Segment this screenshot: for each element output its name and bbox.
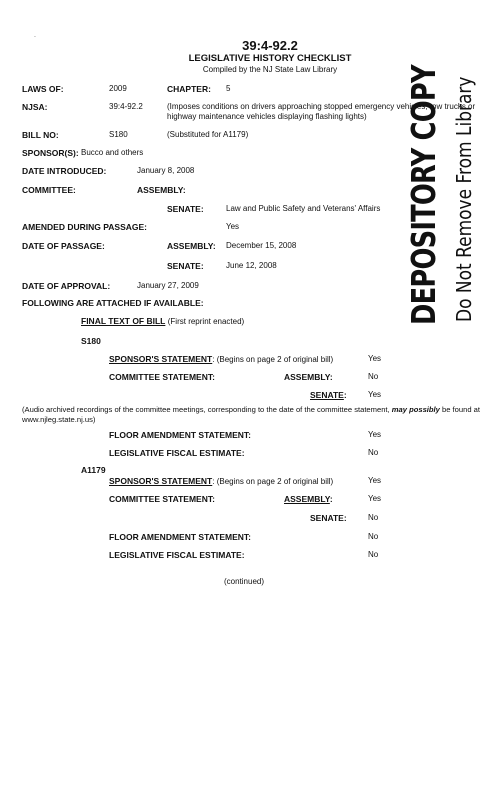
njsa-description: (Imposes conditions on drivers approaching stopped emergency vehicles, tow trucks or highway maintenance vehicles displaying flashing lights) [167,102,476,121]
s180-senate-label-line [310,390,347,400]
njsa-label: NJSA: [22,102,48,112]
date-of-approval-label: DATE OF APPROVAL: [22,281,111,291]
s180-floor-amendment-value: Yes [368,430,382,439]
bill-value: S180 [109,130,128,139]
s180-fiscal-estimate-label: LEGISLATIVE FISCAL ESTIMATE: [109,448,245,458]
s180-floor-amendment-label: FLOOR AMENDMENT STATEMENT: [109,430,251,440]
date-introduced-value: January 8, 2008 [137,166,195,175]
a1179-sponsor-statement-label: SPONSOR'S STATEMENT [109,476,213,486]
amended-value: Yes [226,222,240,231]
a1179-committee-statement-label: COMMITTEE STATEMENT: [109,494,215,504]
njsa-value: 39:4-92.2 [109,102,143,111]
final-text-note: (First reprint enacted) [167,317,245,326]
statute-code: 39:4-92.2 [242,38,298,53]
s180-bill-label: S180 [81,336,101,346]
continued-note: (continued) [223,577,265,586]
a1179-sponsor-statement-note: : (Begins on page 2 of original bill) [212,477,334,486]
a1179-assembly-label: ASSEMBLY [284,494,330,504]
final-text-label: FINAL TEXT OF BILL [81,316,166,326]
a1179-fiscal-estimate-value: No [368,550,379,559]
bill-label: BILL NO: [22,130,59,140]
a1179-assembly-colon: : [329,494,333,504]
s180-sponsor-statement-line [109,354,333,364]
passage-assembly-value: December 15, 2008 [226,241,297,250]
s180-sponsor-statement-label: SPONSOR'S STATEMENT [109,354,213,364]
laws-of-label: LAWS OF: [22,84,64,94]
date-of-approval-value: January 27, 2009 [137,281,199,290]
s180-senate-value: Yes [368,390,382,399]
final-text-line [81,316,244,326]
s180-sponsor-statement-note: : (Begins on page 2 of original bill) [212,355,334,364]
page-subtitle: Compiled by the NJ State Law Library [202,65,338,74]
committee-senate-value: Law and Public Safety and Veterans' Affairs [226,204,381,213]
date-introduced-label: DATE INTRODUCED: [22,166,107,176]
s180-committee-statement-label: COMMITTEE STATEMENT: [109,372,215,382]
a1179-senate-value: No [368,513,379,522]
a1179-sponsor-statement-value: Yes [368,476,382,485]
passage-assembly-label: ASSEMBLY: [167,241,216,251]
a1179-floor-amendment-value: No [368,532,379,541]
laws-of-value: 2009 [109,84,127,93]
sponsor-value: Bucco and others [81,148,144,157]
s180-assembly-value: No [368,372,379,381]
committee-senate-label: SENATE: [167,204,204,214]
a1179-sponsor-statement-line [109,476,333,486]
s180-senate-label: SENATE [310,390,344,400]
a1179-senate-label: SENATE: [310,513,347,523]
scan-mark: . [34,32,36,39]
a1179-floor-amendment-label: FLOOR AMENDMENT STATEMENT: [109,532,251,542]
a1179-assembly-label-line [284,494,333,504]
sponsor-label: SPONSOR(S): [22,148,79,158]
audio-note-emphasis: may possibly [391,405,440,414]
passage-senate-value: June 12, 2008 [226,261,277,270]
audio-note-text-a: (Audio archived recordings of the committee meetings, corresponding to the date of the committee statement, [22,405,392,414]
committee-label: COMMITTEE: [22,185,76,195]
audio-note-text-c: be found at www.njleg.state.nj.us) [22,405,481,424]
bill-substituted: (Substituted for A1179) [167,130,249,139]
s180-assembly-label: ASSEMBLY: [284,372,333,382]
do-not-remove-stamp: Do Not Remove From Library [452,76,476,322]
a1179-bill-label: A1179 [81,465,106,475]
committee-assembly-label: ASSEMBLY: [137,185,186,195]
passage-senate-label: SENATE: [167,261,204,271]
date-of-passage-label: DATE OF PASSAGE: [22,241,105,251]
a1179-fiscal-estimate-label: LEGISLATIVE FISCAL ESTIMATE: [109,550,245,560]
s180-fiscal-estimate-value: No [368,448,379,457]
s180-sponsor-statement-value: Yes [368,354,382,363]
audio-archive-note [22,405,484,425]
page-title: LEGISLATIVE HISTORY CHECKLIST [188,53,352,64]
attached-heading: FOLLOWING ARE ATTACHED IF AVAILABLE: [22,298,204,308]
a1179-assembly-value: Yes [368,494,382,503]
depository-copy-stamp: DEPOSITORY COPY [404,65,443,325]
s180-senate-colon: : [343,390,347,400]
chapter-value: 5 [226,84,231,93]
amended-label: AMENDED DURING PASSAGE: [22,222,147,232]
chapter-label: CHAPTER: [167,84,211,94]
